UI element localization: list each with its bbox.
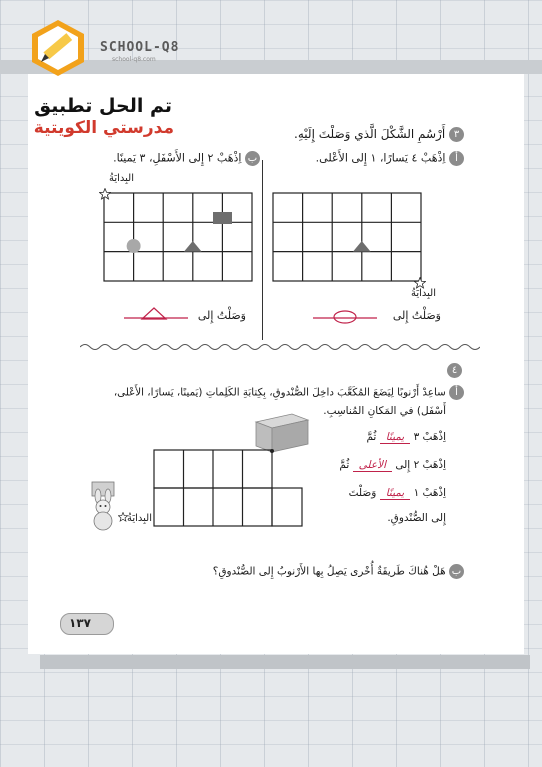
step1-prefix: اِذْهَبْ ٣: [413, 431, 446, 443]
box-icon: [252, 412, 310, 454]
grid-b-arrived-label: وَصَلْتُ إِلى: [197, 309, 246, 322]
grid-b: [103, 192, 253, 284]
circle-shape: [127, 239, 141, 253]
step3-prefix: اِذْهَبْ ١: [413, 487, 446, 499]
path-start-label: البِدايَةُ: [126, 513, 152, 524]
square-shape: [213, 212, 232, 224]
path-grid: [153, 449, 313, 529]
step1-suffix: ثُمَّ: [366, 431, 377, 443]
grid-a-answer-circle: [313, 310, 377, 324]
step2: [339, 459, 446, 471]
step4: إِلى الصُّنْدوقِ.: [387, 512, 446, 524]
grid-b-answer-triangle: [124, 306, 188, 322]
step2-answer: الأعلى: [353, 459, 392, 472]
step3: [349, 487, 446, 499]
logo-subtitle: school-q8.com: [112, 56, 156, 63]
page-number-badge: [60, 613, 114, 635]
section3a-label: أ: [449, 151, 464, 166]
section3-instruction-text: أَرْسُمِ الشَّكْلَ الَّذي وَصَلْتَ إِلَيْهِ.: [294, 127, 446, 141]
section4b-label: ب: [449, 564, 464, 579]
step3-suffix: وَصَلْتَ: [348, 487, 377, 499]
section3a-instruction: [316, 151, 464, 166]
section3-number: ٣: [449, 127, 464, 142]
step1: [366, 431, 446, 443]
star-icon: [118, 512, 128, 522]
section3b-label: ب: [245, 151, 260, 166]
pencil-logo-icon: [28, 18, 88, 78]
section4-number: ٤: [447, 360, 462, 379]
section3-instruction: [294, 127, 464, 142]
step2-suffix: ثُمَّ: [339, 459, 350, 471]
grid-a: [272, 192, 422, 284]
logo-name: SCHOOL-Q8: [100, 40, 180, 55]
page-number: ١٣٧: [69, 616, 91, 630]
column-divider: [262, 160, 263, 340]
rabbit-icon: [86, 480, 122, 532]
step3-answer: يمينًا: [380, 487, 411, 500]
app-banner-line1: تم الحل تطبيق: [34, 95, 172, 117]
section4a-instruction-line1: [114, 385, 464, 400]
section4b-text: هَلْ هُناكَ طَريقَةٌ أُخْرى يَصِلُ بِها الأَرْنوبُ إِلى الصُّنْدوقِ؟: [212, 565, 446, 578]
triangle-shape: [184, 241, 202, 252]
grid-a-arrived-label: وَصَلْتُ إِلى: [392, 309, 441, 322]
step1-answer: يمينًا: [380, 431, 411, 444]
section4a-text-line1: ساعِدْ أَرْنوبًا لِيَضَعَ المُكَعَّبَ داخِلَ الصُّنْدوقِ، بِكِتابَةِ الكَلِماتِ (يَمينًا، يَسارًا، الأَعْلى،: [113, 386, 446, 399]
star-icon: [99, 188, 111, 200]
section4a-label: أ: [449, 385, 464, 400]
section3b-text: اِذْهَبْ ٢ إِلى الأَسْفَلِ، ٣ يَمينًا.: [113, 151, 242, 165]
section3b-instruction: [113, 151, 260, 166]
app-banner-line2: مدرستي الكويتية: [33, 118, 174, 138]
section3a-text: اِذْهَبْ ٤ يَسارًا، ١ إِلى الأَعْلى.: [315, 151, 446, 165]
section4b-question: [213, 564, 464, 579]
triangle-shape: [353, 241, 371, 252]
logo: [28, 18, 188, 88]
section4a-instruction-line2: أَسْفَل) في المَكانِ المُناسِبِ.: [323, 405, 446, 417]
wavy-separator: [80, 342, 480, 352]
bottom-gray-band: [40, 655, 530, 669]
grid-b-start-label: البِدايَةُ: [108, 173, 134, 184]
grid-a-start-label: البِدايَةُ: [410, 288, 436, 299]
step2-prefix: اِذْهَبْ ٢ إِلى: [395, 459, 446, 471]
